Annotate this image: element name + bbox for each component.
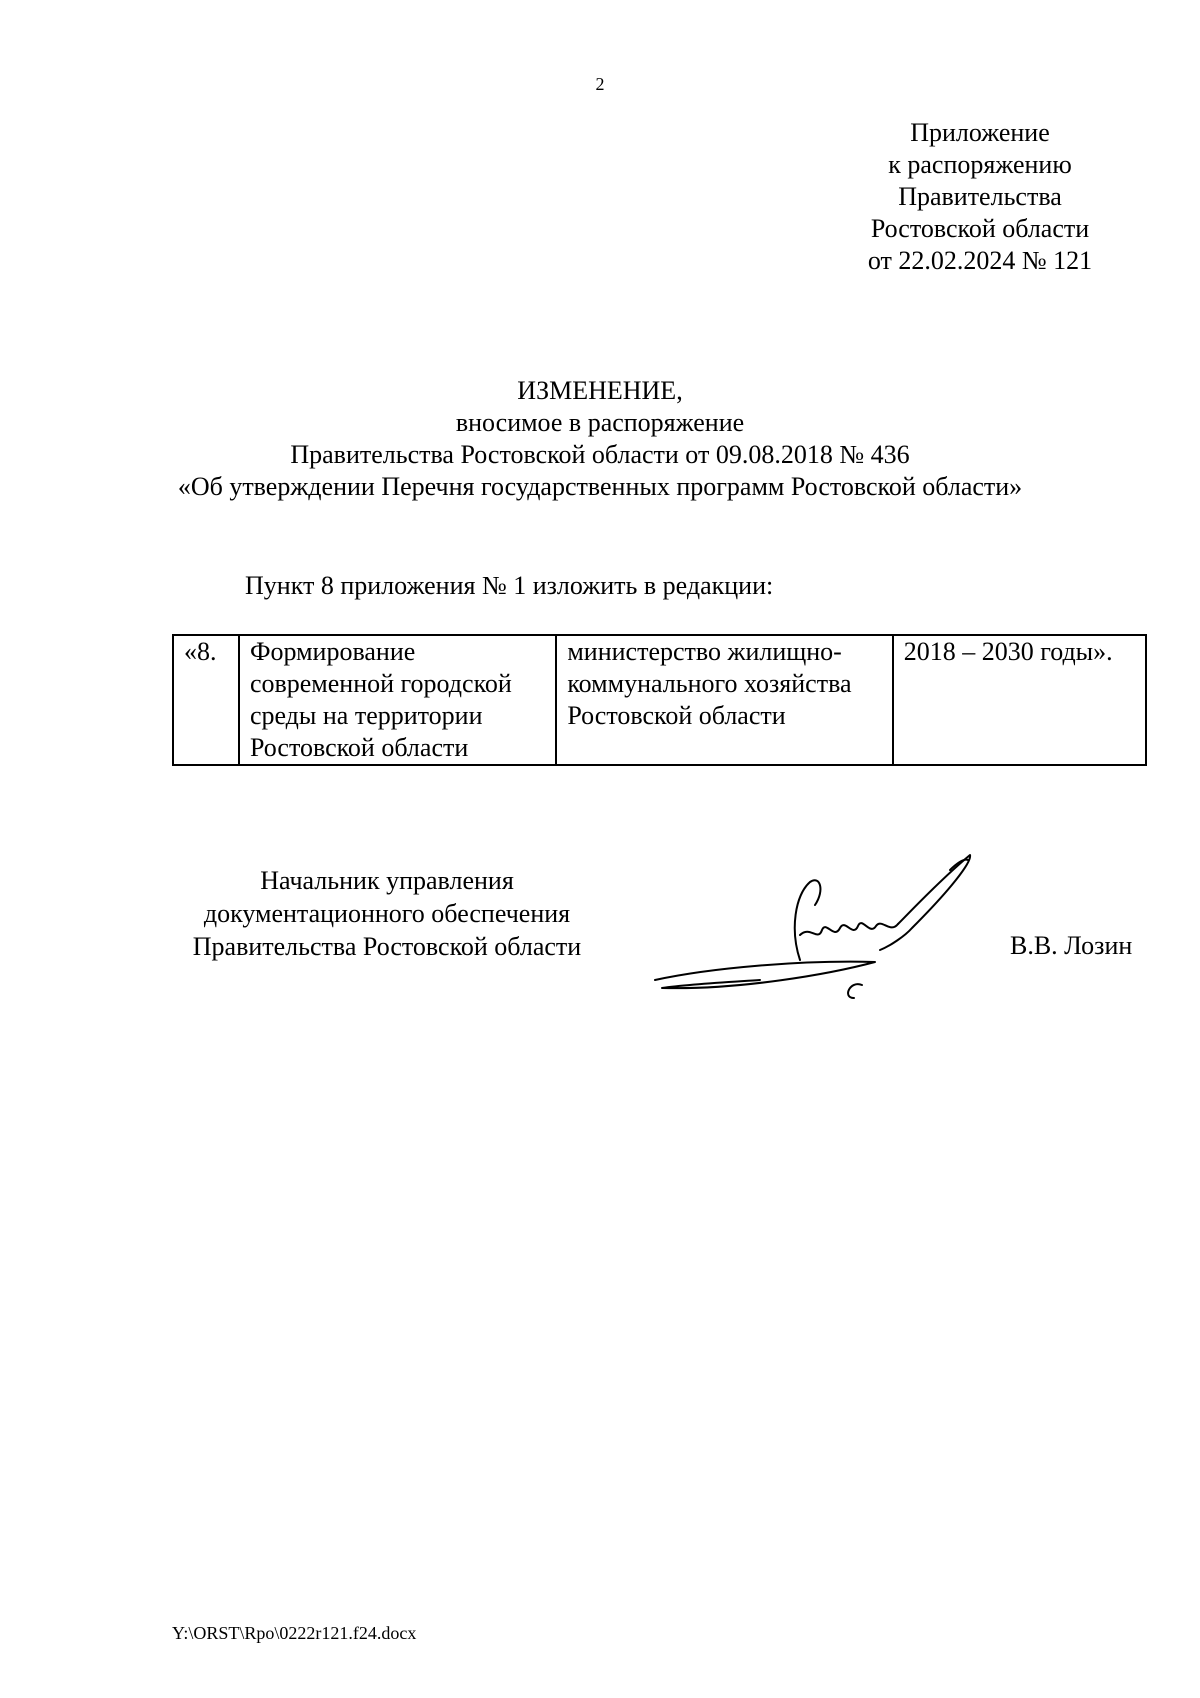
row-number-cell: «8. bbox=[173, 635, 239, 765]
signatory-title bbox=[172, 864, 602, 963]
page-number: 2 bbox=[595, 74, 605, 94]
program-name-cell: Формирование современной городской среды на территории Ростовской области bbox=[239, 635, 556, 765]
signer-name: В.В. Лозин bbox=[1010, 931, 1133, 960]
signatory-title-line: Правительства Ростовской области bbox=[192, 932, 582, 961]
period-cell: 2018 – 2030 годы». bbox=[893, 635, 1146, 765]
heading-title: ИЗМЕНЕНИЕ, bbox=[517, 376, 683, 405]
heading-line: Правительства Ростовской области от 09.08.2018 № 436 bbox=[290, 440, 910, 469]
instruction-text: Пункт 8 приложения № 1 изложить в редакции: bbox=[245, 571, 774, 600]
footer-file-path: Y:\ORST\Rpo\0222r121.f24.docx bbox=[172, 1623, 417, 1643]
document-heading bbox=[0, 375, 1200, 503]
appendix-line: Ростовской области bbox=[870, 214, 1090, 243]
appendix-block bbox=[830, 117, 1130, 277]
program-table bbox=[172, 634, 1147, 766]
heading-line: вносимое в распоряжение bbox=[455, 408, 745, 437]
table-row bbox=[173, 635, 1146, 765]
signatory-title-line: Начальник управления bbox=[260, 866, 514, 895]
appendix-line: Правительства bbox=[898, 182, 1062, 211]
executor-cell: министерство жилищно-коммунального хозяйства Ростовской области bbox=[556, 635, 892, 765]
appendix-line: от 22.02.2024 № 121 bbox=[867, 246, 1093, 275]
handwritten-signature bbox=[650, 850, 990, 1000]
appendix-line: Приложение bbox=[910, 118, 1050, 147]
appendix-line: к распоряжению bbox=[888, 150, 1072, 179]
signatory-title-line: документационного обеспечения bbox=[203, 899, 571, 928]
heading-line: «Об утверждении Перечня государственных программ Ростовской области» bbox=[177, 472, 1023, 501]
